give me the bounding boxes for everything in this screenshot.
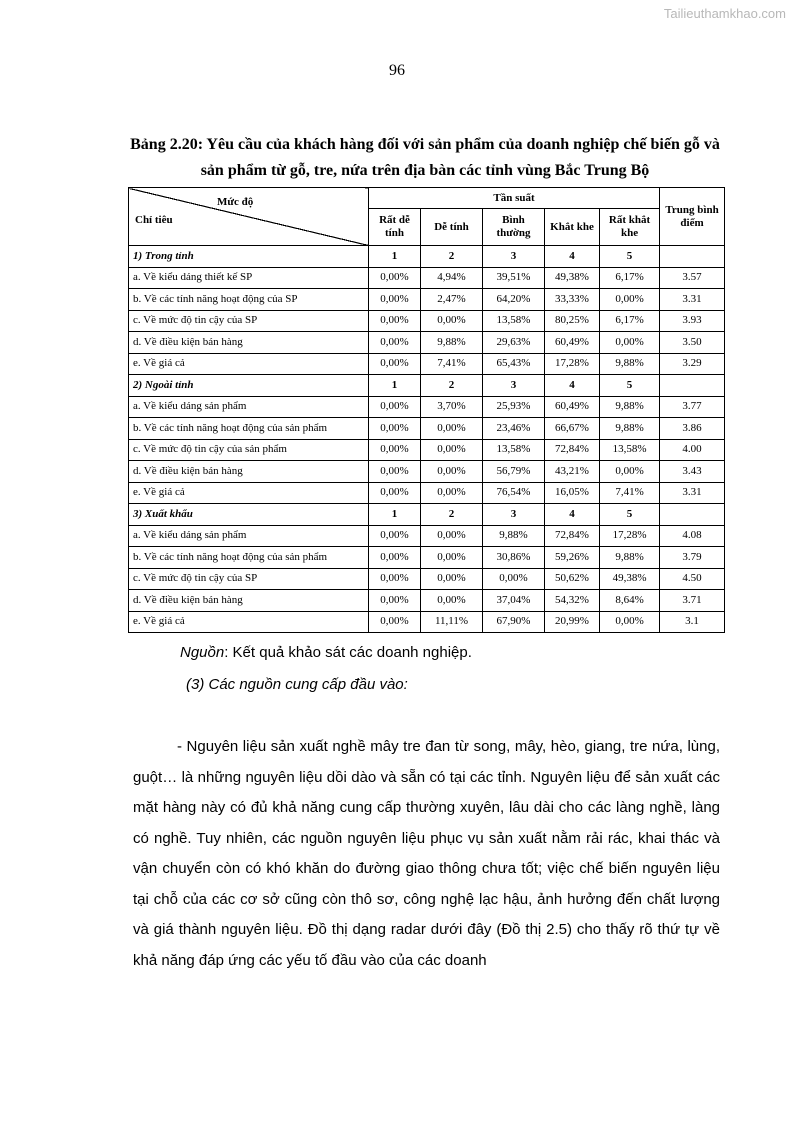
table-row bbox=[129, 332, 725, 354]
header-tan-suat: Tần suất bbox=[369, 188, 660, 209]
value-cell: 3,70% bbox=[421, 396, 483, 418]
table-row bbox=[129, 310, 725, 332]
table-row bbox=[129, 289, 725, 311]
average-cell: 3.1 bbox=[660, 611, 725, 633]
table-row bbox=[129, 525, 725, 547]
average-cell: 3.93 bbox=[660, 310, 725, 332]
value-cell: 56,79% bbox=[483, 461, 545, 483]
table-row bbox=[129, 590, 725, 612]
average-cell: 3.79 bbox=[660, 547, 725, 569]
row-label: a. Về kiểu dáng thiết kế SP bbox=[129, 267, 369, 289]
average-cell: 3.43 bbox=[660, 461, 725, 483]
average-cell: 3.57 bbox=[660, 267, 725, 289]
scale-cell: 5 bbox=[600, 375, 660, 397]
scale-cell: 5 bbox=[600, 504, 660, 526]
value-cell: 72,84% bbox=[545, 439, 600, 461]
value-cell: 0,00% bbox=[600, 289, 660, 311]
header-chi-tieu: Chỉ tiêu bbox=[135, 214, 173, 226]
value-cell: 0,00% bbox=[369, 525, 421, 547]
table-row bbox=[129, 568, 725, 590]
row-label: e. Về giá cả bbox=[129, 482, 369, 504]
value-cell: 66,67% bbox=[545, 418, 600, 440]
value-cell: 0,00% bbox=[421, 568, 483, 590]
value-cell: 7,41% bbox=[600, 482, 660, 504]
average-cell: 3.50 bbox=[660, 332, 725, 354]
value-cell: 0,00% bbox=[369, 310, 421, 332]
empty-cell bbox=[660, 375, 725, 397]
average-cell: 3.71 bbox=[660, 590, 725, 612]
row-label: d. Về điều kiện bán hàng bbox=[129, 332, 369, 354]
average-cell: 3.31 bbox=[660, 482, 725, 504]
value-cell: 4,94% bbox=[421, 267, 483, 289]
average-cell: 4.50 bbox=[660, 568, 725, 590]
value-cell: 0,00% bbox=[369, 482, 421, 504]
value-cell: 8,64% bbox=[600, 590, 660, 612]
value-cell: 0,00% bbox=[421, 525, 483, 547]
group-row bbox=[129, 504, 725, 526]
value-cell: 39,51% bbox=[483, 267, 545, 289]
header-corner-cell bbox=[129, 188, 369, 246]
value-cell: 0,00% bbox=[421, 439, 483, 461]
scale-cell: 4 bbox=[545, 375, 600, 397]
row-label: d. Về điều kiện bán hàng bbox=[129, 461, 369, 483]
scale-cell: 1 bbox=[369, 246, 421, 268]
value-cell: 0,00% bbox=[600, 332, 660, 354]
header-column-5: Rất khắt khe bbox=[600, 209, 660, 246]
group-label: 2) Ngoài tỉnh bbox=[129, 375, 369, 397]
scale-cell: 2 bbox=[421, 504, 483, 526]
value-cell: 0,00% bbox=[421, 547, 483, 569]
value-cell: 49,38% bbox=[545, 267, 600, 289]
value-cell: 11,11% bbox=[421, 611, 483, 633]
row-label: b. Về các tính năng hoạt động của sản phẩm bbox=[129, 547, 369, 569]
value-cell: 9,88% bbox=[600, 418, 660, 440]
row-label: d. Về điều kiện bán hàng bbox=[129, 590, 369, 612]
value-cell: 13,58% bbox=[483, 310, 545, 332]
row-label: b. Về các tính năng hoạt động của sản phẩm bbox=[129, 418, 369, 440]
row-label: c. Về mức độ tin cậy của SP bbox=[129, 310, 369, 332]
value-cell: 50,62% bbox=[545, 568, 600, 590]
value-cell: 0,00% bbox=[421, 418, 483, 440]
value-cell: 0,00% bbox=[421, 310, 483, 332]
value-cell: 9,88% bbox=[600, 353, 660, 375]
value-cell: 9,88% bbox=[600, 547, 660, 569]
body-paragraph: - Nguyên liệu sản xuất nghề mây tre đan từ song, mây, hèo, giang, tre nứa, lùng, guột… là những nguyên liệu dồi dào và sẵn có tại các tỉnh. Nguyên liệu để sản xuất các mặt hàng này có đủ khả năng cung cấp thường xuyên, lâu dài cho các làng nghề, làng có nghề. Tuy nhiên, các nguồn nguyên liệu phục vụ sản xuất nằm rải rác, khai thác và vận chuyển còn có khó khăn do đường giao thông chưa tốt; việc chế biến nguyên liệu tại chỗ của các cơ sở cũng còn thô sơ, công nghệ lạc hậu, ảnh hưởng đến chất lượng và giá thành nguyên liệu. Đồ thị dạng radar dưới đây (Đồ thị 2.5) cho thấy rõ thứ tự về khả năng đáp ứng các yếu tố đầu vào của các doanh bbox=[133, 738, 720, 969]
group-label: 3) Xuất khẩu bbox=[129, 504, 369, 526]
scale-cell: 4 bbox=[545, 504, 600, 526]
value-cell: 17,28% bbox=[600, 525, 660, 547]
scale-cell: 4 bbox=[545, 246, 600, 268]
value-cell: 9,88% bbox=[421, 332, 483, 354]
page-number: 96 bbox=[389, 62, 405, 79]
value-cell: 9,88% bbox=[600, 396, 660, 418]
value-cell: 65,43% bbox=[483, 353, 545, 375]
value-cell: 29,63% bbox=[483, 332, 545, 354]
value-cell: 0,00% bbox=[369, 289, 421, 311]
scale-cell: 2 bbox=[421, 375, 483, 397]
table-row bbox=[129, 267, 725, 289]
value-cell: 6,17% bbox=[600, 267, 660, 289]
value-cell: 0,00% bbox=[369, 568, 421, 590]
value-cell: 0,00% bbox=[600, 461, 660, 483]
survey-table bbox=[128, 187, 725, 633]
row-label: e. Về giá cả bbox=[129, 353, 369, 375]
value-cell: 6,17% bbox=[600, 310, 660, 332]
value-cell: 76,54% bbox=[483, 482, 545, 504]
value-cell: 13,58% bbox=[483, 439, 545, 461]
table-row bbox=[129, 418, 725, 440]
value-cell: 0,00% bbox=[369, 267, 421, 289]
value-cell: 9,88% bbox=[483, 525, 545, 547]
value-cell: 0,00% bbox=[369, 418, 421, 440]
value-cell: 43,21% bbox=[545, 461, 600, 483]
table-row bbox=[129, 439, 725, 461]
row-label: b. Về các tính năng hoạt động của SP bbox=[129, 289, 369, 311]
value-cell: 60,49% bbox=[545, 396, 600, 418]
value-cell: 0,00% bbox=[369, 332, 421, 354]
source-note bbox=[180, 644, 472, 661]
average-cell: 4.08 bbox=[660, 525, 725, 547]
value-cell: 0,00% bbox=[369, 611, 421, 633]
table-row bbox=[129, 353, 725, 375]
value-cell: 0,00% bbox=[369, 439, 421, 461]
value-cell: 0,00% bbox=[369, 547, 421, 569]
value-cell: 67,90% bbox=[483, 611, 545, 633]
value-cell: 49,38% bbox=[600, 568, 660, 590]
value-cell: 20,99% bbox=[545, 611, 600, 633]
header-muc-do: Mức độ bbox=[217, 196, 254, 208]
value-cell: 0,00% bbox=[421, 590, 483, 612]
value-cell: 0,00% bbox=[369, 353, 421, 375]
row-label: c. Về mức độ tin cậy của SP bbox=[129, 568, 369, 590]
row-label: c. Về mức độ tin cậy của sản phẩm bbox=[129, 439, 369, 461]
value-cell: 13,58% bbox=[600, 439, 660, 461]
value-cell: 30,86% bbox=[483, 547, 545, 569]
value-cell: 64,20% bbox=[483, 289, 545, 311]
value-cell: 60,49% bbox=[545, 332, 600, 354]
source-lead: Nguồn bbox=[180, 644, 225, 661]
value-cell: 2,47% bbox=[421, 289, 483, 311]
table-title: Bảng 2.20: Yêu cầu của khách hàng đối với sản phẩm của doanh nghiệp chế biến gỗ và sản phẩm từ gỗ, tre, nứa trên địa bàn các tỉnh vùng Bắc Trung Bộ bbox=[130, 136, 720, 179]
value-cell: 80,25% bbox=[545, 310, 600, 332]
scale-cell: 1 bbox=[369, 375, 421, 397]
scale-cell: 1 bbox=[369, 504, 421, 526]
watermark: Tailieuthamkhao.com bbox=[663, 6, 786, 21]
value-cell: 0,00% bbox=[600, 611, 660, 633]
table-row bbox=[129, 547, 725, 569]
average-cell: 4.00 bbox=[660, 439, 725, 461]
value-cell: 59,26% bbox=[545, 547, 600, 569]
value-cell: 0,00% bbox=[483, 568, 545, 590]
header-column-3: Bình thường bbox=[483, 209, 545, 246]
group-row bbox=[129, 246, 725, 268]
value-cell: 0,00% bbox=[369, 461, 421, 483]
table-row bbox=[129, 396, 725, 418]
empty-cell bbox=[660, 504, 725, 526]
value-cell: 54,32% bbox=[545, 590, 600, 612]
header-column-1: Rất dễ tính bbox=[369, 209, 421, 246]
section-subheading: (3) Các nguồn cung cấp đầu vào: bbox=[186, 676, 408, 693]
value-cell: 33,33% bbox=[545, 289, 600, 311]
value-cell: 17,28% bbox=[545, 353, 600, 375]
value-cell: 16,05% bbox=[545, 482, 600, 504]
value-cell: 0,00% bbox=[421, 461, 483, 483]
header-column-4: Khắt khe bbox=[545, 209, 600, 246]
scale-cell: 3 bbox=[483, 504, 545, 526]
average-cell: 3.31 bbox=[660, 289, 725, 311]
value-cell: 37,04% bbox=[483, 590, 545, 612]
value-cell: 25,93% bbox=[483, 396, 545, 418]
source-text: : Kết quả khảo sát các doanh nghiệp. bbox=[224, 644, 472, 661]
value-cell: 72,84% bbox=[545, 525, 600, 547]
table-row bbox=[129, 482, 725, 504]
header-column-2: Dễ tính bbox=[421, 209, 483, 246]
group-row bbox=[129, 375, 725, 397]
value-cell: 23,46% bbox=[483, 418, 545, 440]
row-label: a. Về kiểu dáng sản phẩm bbox=[129, 525, 369, 547]
group-label: 1) Trong tỉnh bbox=[129, 246, 369, 268]
table-row bbox=[129, 461, 725, 483]
scale-cell: 3 bbox=[483, 375, 545, 397]
value-cell: 0,00% bbox=[421, 482, 483, 504]
average-cell: 3.86 bbox=[660, 418, 725, 440]
empty-cell bbox=[660, 246, 725, 268]
value-cell: 7,41% bbox=[421, 353, 483, 375]
average-cell: 3.29 bbox=[660, 353, 725, 375]
value-cell: 0,00% bbox=[369, 396, 421, 418]
header-average: Trung bình điểm bbox=[660, 188, 725, 246]
row-label: a. Về kiểu dáng sản phẩm bbox=[129, 396, 369, 418]
value-cell: 0,00% bbox=[369, 590, 421, 612]
scale-cell: 2 bbox=[421, 246, 483, 268]
scale-cell: 5 bbox=[600, 246, 660, 268]
table-row bbox=[129, 611, 725, 633]
row-label: e. Về giá cả bbox=[129, 611, 369, 633]
scale-cell: 3 bbox=[483, 246, 545, 268]
average-cell: 3.77 bbox=[660, 396, 725, 418]
